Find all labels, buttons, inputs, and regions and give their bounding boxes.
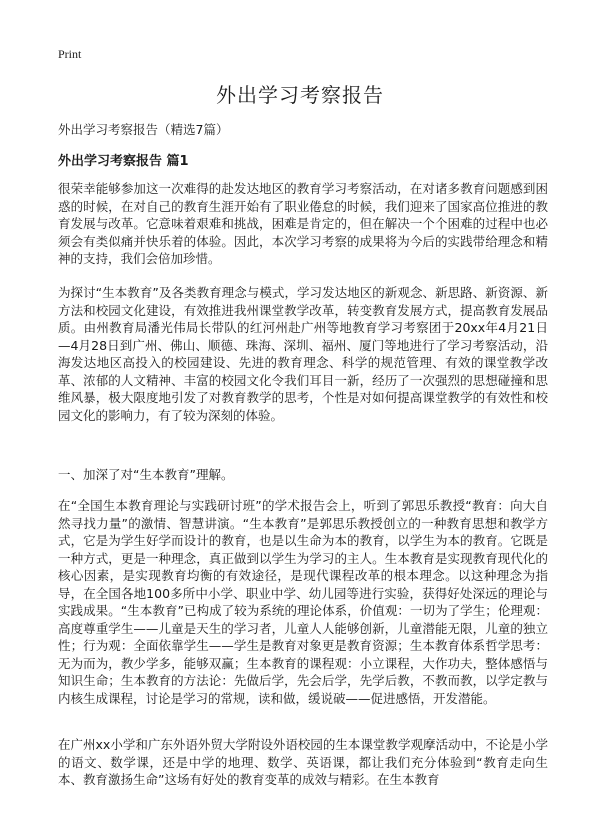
- paragraph: 很荣幸能够参加这一次难得的赴发达地区的教育学习考察活动，在对诸多教育问题感到困惑的时候，在对自己的教育生涯开始有了职业倦怠的时候，我们迎来了国家高位推进的教育发展与改革。它意味着艰难和挑战，困难是肯定的，但在解决一个个困难的过程中也必须会有类似痛并快乐着的体验。因此，本次学习考察的成果将为今后的实践带给理念和精神的支持，我们会倍加珍惜。: [58, 181, 548, 266]
- paragraph: 为探讨“生本教育”及各类教育理念与模式，学习发达地区的新观念、新思路、新资源、新方法和校园文化建设，有效推进我州课堂教学改革，转变教育发展方式，提高教育发展品质。由州教育局潘光伟局长带队的红河州赴广州等地教育学习考察团于20xx年4月21日—4月28日到广州、佛山、顺德、珠海、深圳、福州、厦门等地进行了学习考察活动，沿海发达地区高投入的校园建设、先进的教育理念、科学的规范管理、有效的课堂教学改革、浓郁的人文精神、丰富的校园文化令我们耳目一新，经历了一次强烈的思想碰撞和思维风暴，极大限度地引发了对教育教学的思考，个性是对如何提高课堂教学的有效性和校园文化的影响力，有了较为深刻的体验。: [58, 285, 548, 423]
- page-title: 外出学习考察报告: [216, 83, 384, 107]
- subsection-heading: 一、加深了对“生本教育”理解。: [58, 467, 234, 482]
- document-subtitle: 外出学习考察报告（精选7篇）: [58, 122, 229, 137]
- paragraph: 在广州xx小学和广东外语外贸大学附设外语校园的生本课堂教学观摩活动中，不论是小学的语文、数学课，还是中学的地理、数学、英语课，都让我们充分体验到“教育走向生本、教育激扬生命”这场有好处的教育变革的成效与精彩。在生本教育: [58, 737, 548, 787]
- paragraph: 在“全国生本教育理论与实践研讨班”的学术报告会上，听到了郭思乐教授“教育：向大自然寻找力量”的激情、智慧讲演。“生本教育”是郭思乐教授创立的一种教育思想和教学方式，它是为学生好学而设计的教育，也是以生命为本的教育，以学生为本的教育。它既是一种方式，更是一种理念，真正做到以学生为学习的主人。生本教育是实现教育现代化的核心因素，是实现教育均衡的有效途径，是现代课程改革的根本理念。以这种理念为指导，在全国各地100多所中小学、职业中学、幼儿园等进行实验，获得好处深远的理论与实践成果。“生本教育”已构成了较为系统的理论体系，价值观：一切为了学生；伦理观：高度尊重学生——儿童是天生的学习者，儿童人人能够创新，儿童潜能无限，儿童的独立性；行为观：全面依靠学生——学生是教育对象更是教育资源；生本教育体系哲学思考：无为而为，教少学多，能够双赢；生本教育的课程观：小立课程，大作功夫，整体感悟与知识生命；生本教育的方法论：先做后学，先会后学，先学后教，不教而教，以学定教与内核生成课程，讨论是学习的常规，读和做，缓说破——促进感悟，开发潜能。: [58, 498, 548, 706]
- print-link[interactable]: Print: [58, 47, 82, 61]
- section-heading: 外出学习考察报告 篇1: [58, 154, 189, 169]
